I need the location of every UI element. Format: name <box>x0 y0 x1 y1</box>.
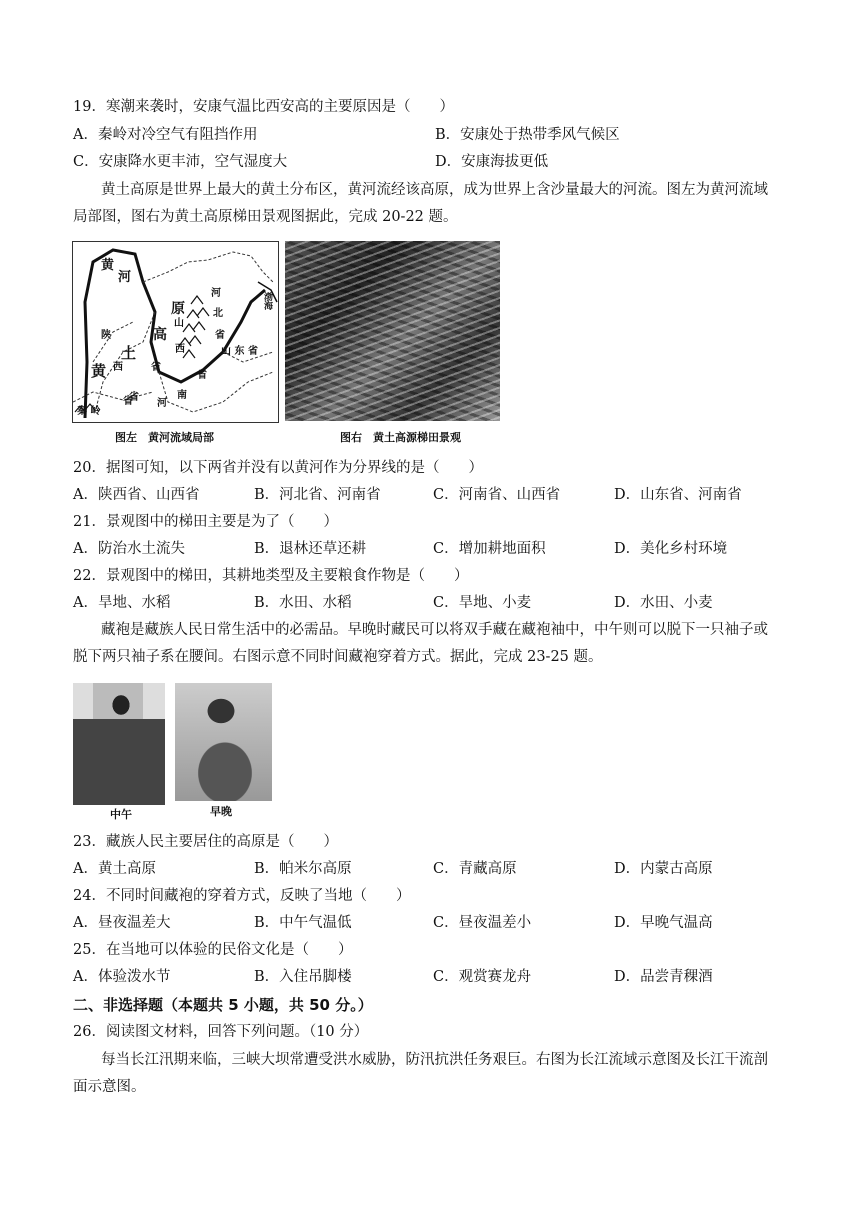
q23-option-d: D．内蒙古高原 <box>614 861 713 877</box>
passage2-line2: 脱下两只袖子系在腰间。右图示意不同时间藏袍穿着方式。据此，完成 23-25 题。 <box>73 649 603 665</box>
q22-option-d: D．水田、小麦 <box>614 595 713 611</box>
fig2-left-caption: 中午 <box>110 808 132 821</box>
q24-option-a: A．昼夜温差大 <box>73 915 171 931</box>
q23-option-b: B．帕米尔高原 <box>254 861 352 877</box>
q22-option-b: B．水田、水稻 <box>254 595 352 611</box>
q20-options <box>73 485 793 505</box>
q21-options <box>73 539 793 559</box>
q21-option-d: D．美化乡村环境 <box>614 541 728 557</box>
terrace-photo <box>285 241 500 421</box>
map-label-nan: 南 <box>177 390 187 401</box>
map-label-hebei-3: 省 <box>215 330 225 341</box>
q21-stem: 21．景观图中的梯田主要是为了（ ） <box>73 514 338 530</box>
q20-option-b: B．河北省、河南省 <box>254 487 381 503</box>
map-label-sheng4: 省 <box>123 396 133 407</box>
q21-option-b: B．退林还草还耕 <box>254 541 367 557</box>
fig2-right-caption: 早晚 <box>210 805 232 818</box>
q24-stem: 24．不同时间藏袍的穿着方式，反映了当地（ ） <box>73 888 411 904</box>
q20-stem: 20．据图可知，以下两省并没有以黄河作为分界线的是（ ） <box>73 460 483 476</box>
map-label-huang: 黄 <box>101 258 115 273</box>
q19-option-d: D．安康海拔更低 <box>435 154 549 170</box>
map-label-tu: 土 <box>121 344 137 362</box>
q25-option-c: C．观赏赛龙舟 <box>433 969 532 985</box>
q25-option-d: D．品尝青稞酒 <box>614 969 713 985</box>
map-label-hebei-1: 河 <box>211 288 221 299</box>
passage2-line1: 藏袍是藏族人民日常生活中的必需品。早晚时藏民可以将双手藏在藏袍袖中，中午则可以脱下一只袖子或 <box>101 622 768 638</box>
map-label-gao: 高 <box>153 327 167 343</box>
map-label-qinling: 秦 岭 <box>77 406 101 417</box>
map-label-shan: 山 <box>174 318 184 329</box>
q20-option-d: D．山东省、河南省 <box>614 487 742 503</box>
q24-option-c: C．昼夜温差小 <box>433 915 532 931</box>
q19-options-2 <box>73 152 793 172</box>
q22-option-a: A．旱地、水稻 <box>73 595 171 611</box>
q23-option-a: A．黄土高原 <box>73 861 156 877</box>
fig1-right-caption: 图右 黄土高源梯田景观 <box>340 431 461 444</box>
map-label-shandong: 山 东 省 <box>221 346 258 357</box>
q24-option-d: D．早晚气温高 <box>614 915 713 931</box>
q22-option-c: C．旱地、小麦 <box>433 595 532 611</box>
map-label-hebei-2: 北 <box>213 308 223 319</box>
q24-options <box>73 913 793 933</box>
q22-stem: 22．景观图中的梯田，其耕地类型及主要粮食作物是（ ） <box>73 568 469 584</box>
q20-option-a: A．陕西省、山西省 <box>73 487 200 503</box>
q21-option-a: A．防治水土流失 <box>73 541 185 557</box>
q25-option-a: A．体验泼水节 <box>73 969 171 985</box>
q23-stem: 23．藏族人民主要居住的高原是（ ） <box>73 834 338 850</box>
q19-option-b: B．安康处于热带季风气候区 <box>435 127 620 143</box>
map-label-sheng2: 省 <box>151 362 161 373</box>
q19-option-c: C．安康降水更丰沛，空气湿度大 <box>73 154 288 170</box>
q19-option-a: A．秦岭对冷空气有阻挡作用 <box>73 127 258 143</box>
q21-option-c: C．增加耕地面积 <box>433 541 546 557</box>
q25-options <box>73 967 793 987</box>
q26-line1: 每当长江汛期来临，三峡大坝常遭受洪水威胁，防汛抗洪任务艰巨。右图为长江流域示意图及长江干流剖 <box>101 1052 768 1068</box>
q25-stem: 25．在当地可以体验的民俗文化是（ ） <box>73 942 353 958</box>
yellow-river-map <box>72 241 279 423</box>
map-label-yuan: 原 <box>171 301 185 317</box>
q19-stem: 19．寒潮来袭时，安康气温比西安高的主要原因是（ ） <box>73 99 454 115</box>
tibetan-robe-morning-photo <box>175 683 272 801</box>
map-label-sheng1: 省 <box>129 392 139 403</box>
passage1-line2: 局部图，图右为黄土高原梯田景观图据此，完成 20-22 题。 <box>73 209 458 225</box>
q25-option-b: B．入住吊脚楼 <box>254 969 352 985</box>
q23-option-c: C．青藏高原 <box>433 861 517 877</box>
passage1-line1: 黄土高原是世界上最大的黄土分布区，黄河流经该高原，成为世界上含沙量最大的河流。图左为黄河流域 <box>101 182 768 198</box>
map-label-he2: 河 <box>157 398 167 409</box>
map-label-bohai: 渤海 <box>262 292 272 310</box>
map-label-shaanxi-a: 陕 <box>101 330 111 341</box>
map-label-huang2: 黄 <box>91 362 107 380</box>
fig1-left-caption: 图左 黄河流域局部 <box>115 431 214 444</box>
q23-options <box>73 859 793 879</box>
q24-option-b: B．中午气温低 <box>254 915 352 931</box>
q20-option-c: C．河南省、山西省 <box>433 487 561 503</box>
q19-options <box>73 125 793 145</box>
tibetan-robe-noon-photo <box>73 683 165 805</box>
map-label-he: 河 <box>118 270 132 285</box>
section2-title: 二、非选择题（本题共 5 小题，共 50 分。） <box>73 996 373 1014</box>
map-label-shaanxi-b: 西 <box>113 362 123 373</box>
q26-stem: 26．阅读图文材料，回答下列问题。（10 分） <box>73 1024 369 1040</box>
q22-options <box>73 593 793 613</box>
q26-line2: 面示意图。 <box>73 1079 146 1095</box>
map-label-xi2: 西 <box>175 344 185 355</box>
map-label-sheng3: 省 <box>197 370 207 381</box>
